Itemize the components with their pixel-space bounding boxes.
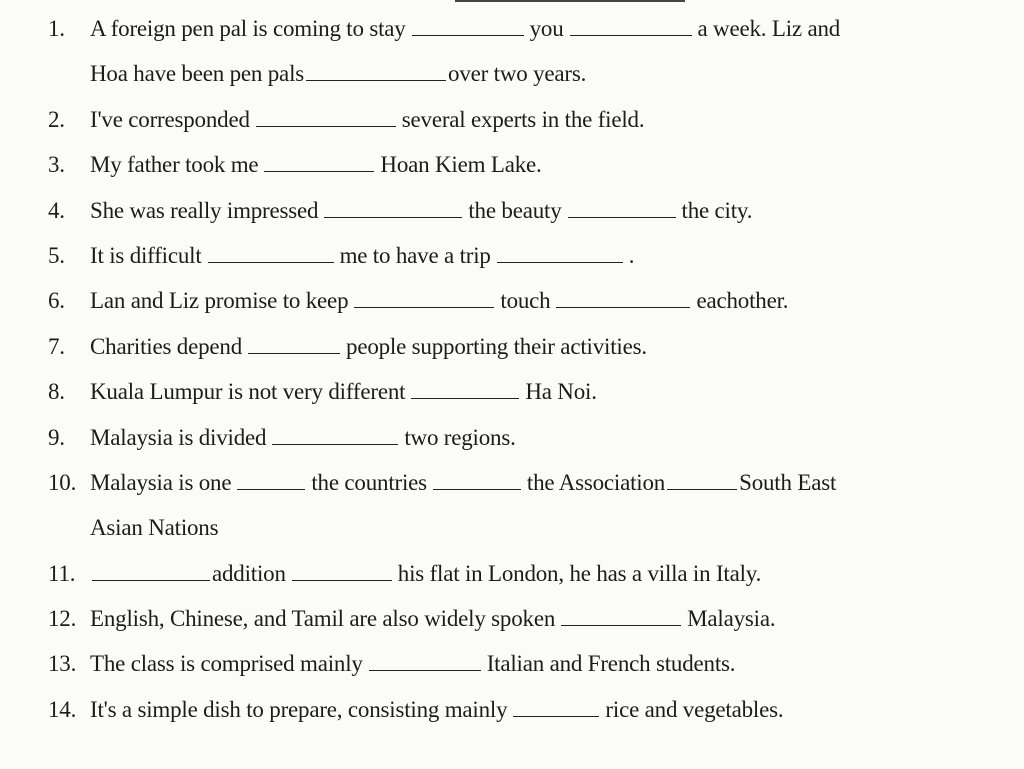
exercise-item-continuation [0, 515, 1024, 560]
exercise-item [0, 425, 1024, 470]
item-text: South East [739, 469, 837, 495]
item-number: 1. [48, 16, 65, 41]
exercise-item [0, 198, 1024, 243]
answer-blank[interactable] [264, 153, 374, 172]
item-text: English, Chinese, and Tamil are also widely spoken [90, 606, 556, 632]
item-number: 14. [48, 696, 77, 722]
exercise-item [0, 16, 1024, 61]
exercise-item [0, 107, 1024, 152]
item-text: Asian Nations [90, 515, 219, 541]
exercise-item-continuation [0, 61, 1024, 106]
item-number: 8. [48, 379, 65, 405]
answer-blank[interactable] [561, 607, 681, 626]
item-number: 6. [48, 288, 65, 314]
answer-blank[interactable] [92, 562, 210, 581]
item-text: Hoan Kiem Lake. [380, 152, 542, 178]
item-text: Lan and Liz promise to keep [90, 288, 349, 314]
item-text: the countries [311, 469, 427, 495]
exercise-item [0, 697, 1024, 742]
exercise-item [0, 651, 1024, 696]
answer-blank[interactable] [248, 335, 340, 354]
item-text: you [529, 16, 564, 41]
exercise-item [0, 334, 1024, 379]
answer-blank[interactable] [256, 108, 396, 127]
item-text: The class is comprised mainly [90, 651, 363, 677]
item-text: Charities depend [90, 333, 243, 359]
answer-blank[interactable] [324, 199, 462, 218]
item-text: me to have a trip [339, 242, 491, 268]
item-text: Malaysia is one [90, 469, 232, 495]
item-text: . [628, 242, 635, 268]
item-text: Kuala Lumpur is not very different [90, 379, 406, 405]
item-number: 5. [48, 242, 65, 268]
item-number: 7. [48, 333, 65, 359]
answer-blank[interactable] [354, 289, 494, 308]
item-number: 10. [48, 469, 77, 495]
item-text: several experts in the field. [401, 106, 645, 132]
answer-blank[interactable] [412, 17, 524, 36]
item-number: 2. [48, 106, 65, 132]
item-text: My father took me [90, 152, 259, 178]
item-text: It is difficult [90, 242, 202, 268]
answer-blank[interactable] [667, 471, 737, 490]
answer-blank[interactable] [208, 244, 334, 263]
item-number: 11. [48, 560, 76, 586]
item-text: rice and vegetables. [605, 696, 784, 722]
item-number: 13. [48, 651, 77, 677]
answer-blank[interactable] [369, 652, 481, 671]
answer-blank[interactable] [411, 380, 519, 399]
item-number: 4. [48, 197, 65, 223]
item-number: 9. [48, 424, 65, 450]
item-text: Malaysia. [687, 606, 776, 632]
answer-blank[interactable] [497, 244, 623, 263]
exercise-item [0, 288, 1024, 333]
answer-blank[interactable] [556, 289, 690, 308]
answer-blank[interactable] [570, 17, 692, 36]
item-text: eachother. [696, 288, 789, 314]
item-text: the beauty [468, 197, 562, 223]
exercise-item [0, 379, 1024, 424]
item-text: the city. [681, 197, 753, 223]
item-text: touch [500, 288, 551, 314]
item-text: a week. Liz and [697, 16, 841, 41]
exercise-item [0, 470, 1024, 515]
item-text: It's a simple dish to prepare, consisting mainly [90, 696, 508, 722]
item-number: 3. [48, 152, 65, 178]
answer-blank[interactable] [513, 698, 599, 717]
answer-blank[interactable] [306, 62, 446, 81]
item-text: Hoa have been pen pals [90, 61, 305, 87]
answer-blank[interactable] [272, 426, 398, 445]
exercise-item [0, 243, 1024, 288]
exercise-item [0, 606, 1024, 651]
item-text: She was really impressed [90, 197, 319, 223]
item-text: the Association [526, 469, 666, 495]
item-text: A foreign pen pal is coming to stay [90, 16, 406, 41]
answer-blank[interactable] [568, 199, 676, 218]
worksheet [0, 16, 1024, 742]
exercise-item [0, 152, 1024, 197]
item-text: his flat in London, he has a villa in Italy. [397, 560, 762, 586]
answer-blank[interactable] [292, 562, 392, 581]
item-text: Italian and French students. [486, 651, 736, 677]
item-text: addition [212, 560, 286, 586]
exercise-item [0, 561, 1024, 606]
answer-blank[interactable] [237, 471, 305, 490]
top-divider [455, 0, 685, 2]
item-text: I've corresponded [90, 106, 250, 132]
item-text: two regions. [404, 424, 516, 450]
item-text: Ha Noi. [525, 379, 597, 405]
item-number: 12. [48, 606, 77, 632]
item-text: over two years. [448, 61, 587, 87]
item-text: Malaysia is divided [90, 424, 267, 450]
item-text: people supporting their activities. [346, 333, 647, 359]
answer-blank[interactable] [433, 471, 521, 490]
